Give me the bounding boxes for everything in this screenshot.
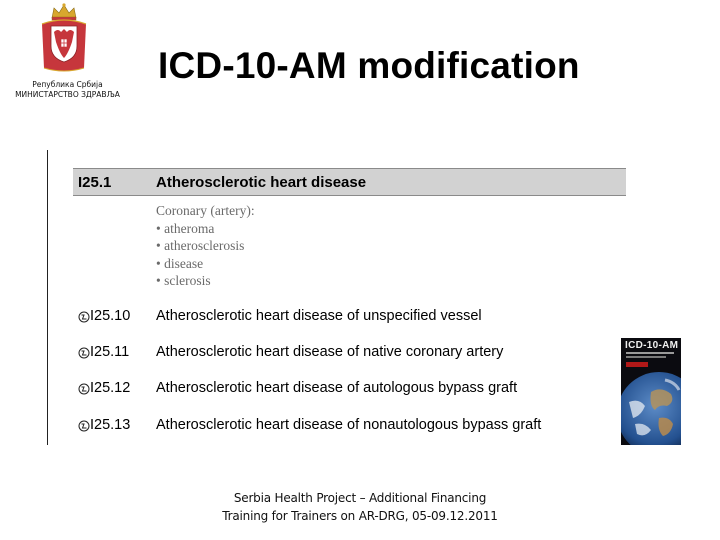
earth-globe-icon xyxy=(621,372,681,445)
cover-subtitle-line xyxy=(626,352,674,354)
row-code: I25.11 xyxy=(90,344,130,360)
inclusion-term: • atheroma xyxy=(156,220,215,236)
australian-modification-icon xyxy=(78,311,90,323)
inclusion-term: Coronary (artery): xyxy=(156,203,255,218)
ministry-line-2: МИНИСТАРСТВО ЗДРАВЉА xyxy=(15,90,120,99)
serbia-coat-of-arms-icon xyxy=(38,2,90,74)
ministry-caption xyxy=(0,80,135,100)
code-heading-band xyxy=(73,168,626,196)
australian-modification-icon xyxy=(78,383,90,395)
heading-code: I25.1 xyxy=(78,174,112,191)
inclusion-term: • atherosclerosis xyxy=(156,238,245,253)
book-cover-title: ICD-10-AM xyxy=(625,340,679,351)
book-cover-image xyxy=(621,338,681,445)
heading-title: Atherosclerotic heart disease xyxy=(156,174,367,191)
cover-subtitle-line xyxy=(626,356,666,358)
footer xyxy=(0,489,720,525)
australian-modification-icon xyxy=(78,347,90,359)
footer-training-line: Training for Trainers on AR-DRG, 05-09.12.2011 xyxy=(222,509,498,523)
inclusion-terms xyxy=(156,202,255,290)
row-description: Atherosclerotic heart disease of native coronary artery xyxy=(156,344,504,360)
row-description: Atherosclerotic heart disease of autologous bypass graft xyxy=(156,380,518,396)
footer-project-line: Serbia Health Project – Additional Financing xyxy=(233,491,487,505)
divider-line xyxy=(47,150,48,445)
row-description: Atherosclerotic heart disease of nonautologous bypass graft xyxy=(156,417,542,433)
australian-modification-icon xyxy=(78,420,90,432)
row-code: I25.12 xyxy=(90,380,131,396)
row-code: I25.10 xyxy=(90,308,131,324)
row-code: I25.13 xyxy=(90,417,131,433)
ministry-line-1: Република Србија xyxy=(32,80,103,89)
row-description: Atherosclerotic heart disease of unspecified vessel xyxy=(156,308,482,324)
inclusion-term: • sclerosis xyxy=(156,273,211,288)
inclusion-term: • disease xyxy=(156,255,204,271)
cover-red-label xyxy=(626,362,648,367)
page-title: ICD-10-AM modification xyxy=(158,45,580,86)
